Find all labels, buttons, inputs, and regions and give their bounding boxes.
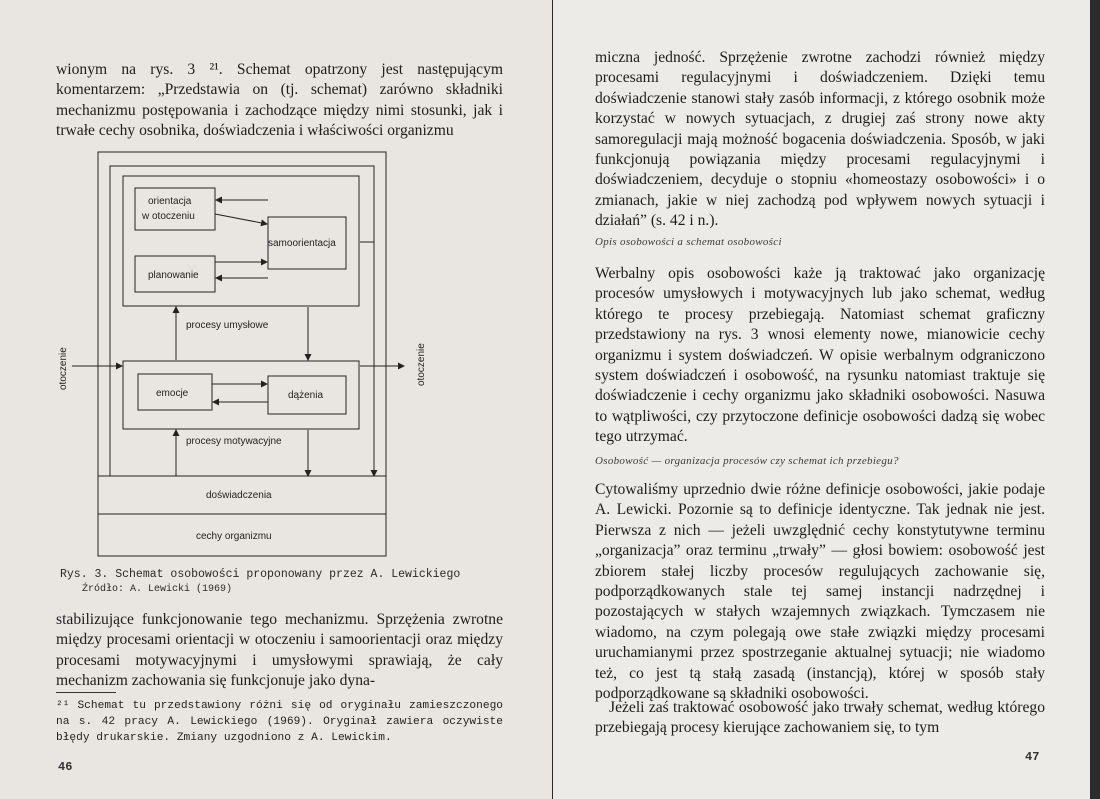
footnote: ²¹ Schemat tu przedstawiony różni się od oryginału zamieszczonego na s. 42 pracy A. Lewickiego (1969). Oryginał zawiera oczywiste błędy drukarskie. Zmiany uzgodniono z A. Lewickim. <box>56 700 503 744</box>
right-paragraph-2: Werbalny opis osobowości każe ją traktować jako organizację procesów umysłowych i motywacyjnych lub jako schemat, według którego te procesy przebiegają. Natomiast schemat graficzny przedstawiony na rys. 3 wnosi elementy nowe, mianowicie cechy organizmu i system doświadczeń. W opisie werbalnym odgraniczono system doświadczeń i osobowość, na rysunku natomiast traktuje się doświadczenie i cechy organizmu jako składniki osobowości. Nasuwa to wątpliwości, czy przytoczone definicje osobowości dadzą się wobec tego utrzymać. <box>595 265 1045 446</box>
box-orientacja <box>135 188 215 230</box>
footnote-rule <box>56 692 116 693</box>
left-paragraph-1: wionym na rys. 3 ²¹. Schemat opatrzony jest następującym komentarzem: „Przedstawia on (tj. schemat) zarówno składniki mechanizmu postępowania i zachodzące między nimi stosunki, jak i trwałe cechy osobnika, doświadczenia i właściwości organizmu <box>56 61 503 140</box>
personality-diagram <box>50 148 427 560</box>
label-dazenia: dążenia <box>288 390 324 401</box>
label-emocje: emocje <box>156 388 189 399</box>
right-paragraph-3: Cytowaliśmy uprzednio dwie różne definicje osobowości, jakie podaje A. Lewicki. Pozornie są to definicje identyczne. Tak jednak nie jest. Pierwsza z nich — jeżeli uwzględnić cechy konstytutywne terminu „organizacja” oraz terminu „trwały” — głosi bowiem: osobowość jest zbiorem stałej liczby procesów regulujących zachowanie się, podporządkowanych stale tej samej instancji nadrzędnej i pozostających w stałych wzajemnych związkach. Tymczasem nie wiadomo, na czym polegają owe stałe związki między procesami uruchamianymi przez spostrzeganie aktualnej sytuacji; nie wiadomo też, co jest tą stałą zasadą (instancją), której w sposób stały podporządkowane są składniki osobowości. <box>595 481 1045 703</box>
right-paragraph-4: Jeżeli zaś traktować osobowość jako trwały schemat, według którego przebiegają procesy kierujące zachowaniem się, to tym <box>595 699 1045 737</box>
label-cechy-organizmu: cechy organizmu <box>196 531 272 542</box>
label-otoczenie-left: otoczenie <box>58 347 69 390</box>
label-procesy-umyslowe: procesy umysłowe <box>186 320 269 331</box>
page-number-left: 46 <box>58 760 73 774</box>
label-samoorientacja: samoorientacja <box>268 238 336 249</box>
label-planowanie: planowanie <box>148 270 199 281</box>
label-otoczenie-right: otoczenie <box>416 343 427 386</box>
label-procesy-motywacyjne: procesy motywacyjne <box>186 436 282 447</box>
figure-caption: Rys. 3. Schemat osobowości proponowany przez A. Lewickiego Źródło: A. Lewicki (1969) <box>60 568 461 595</box>
section-heading-2: Osobowość — organizacja procesów czy schemat ich przebiegu? <box>595 455 899 467</box>
label-doswiadczenia: doświadczenia <box>206 490 272 501</box>
right-page <box>553 0 1090 799</box>
label-orientacja: orientacja <box>148 196 192 207</box>
page-number-right: 47 <box>1025 750 1040 764</box>
right-paragraph-1: miczna jedność. Sprzężenie zwrotne zachodzi również między procesami regulacyjnymi i doświadczeniem. Dzięki temu doświadczenie stanowi stały zasób informacji, z którego osobnik może korzystać w nowych sytuacjach, z drugiej zaś strony nowe akty samoregulacji mają możność bogacenia doświadczenia. Sposób, w jaki funkcjonują powiązania między procesami regulacyjnymi i doświadczeniem, decyduje o stopniu «homeostazy osobowości» i o zmianach, jakie w niej zachodzą pod wpływem nowych sytuacji i działań” (s. 42 i n.). <box>595 49 1045 230</box>
label-w-otoczeniu: w otoczeniu <box>142 211 195 222</box>
left-paragraph-2: stabilizujące funkcjonowanie tego mechanizmu. Sprzężenia zwrotne między procesami orientacji w otoczeniu i samoorientacji oraz między procesami motywacyjnymi i umysłowymi sprawiają, że cały mechanizm zachowania się funkcjonuje jako dyna- <box>56 611 503 690</box>
section-heading-1: Opis osobowości a schemat osobowości <box>595 236 782 248</box>
